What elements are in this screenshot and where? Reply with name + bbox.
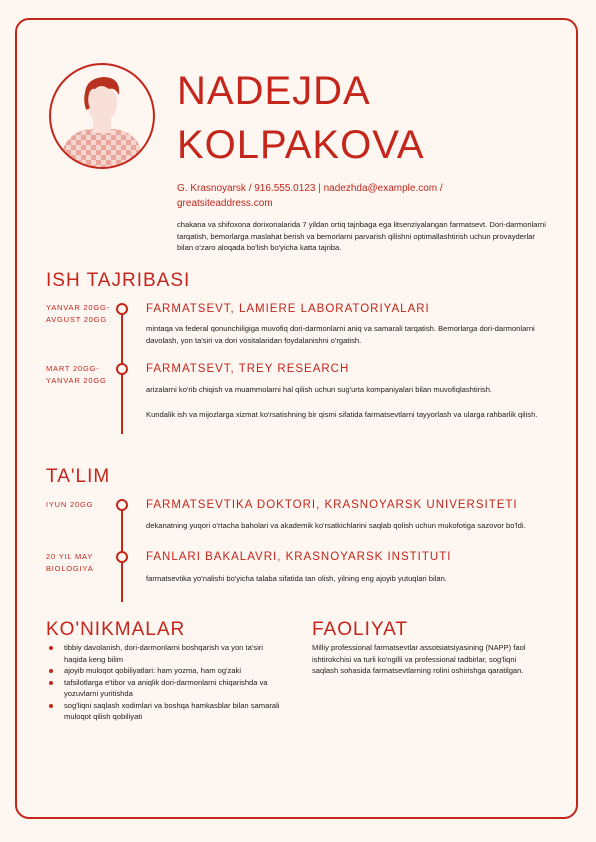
job-description: Kundalik ish va mijozlarga xizmat ko'rsatishning bir qismi sifatida farmatsevtlarni tayyorlash va ularga rahbarlik qilish.	[146, 410, 538, 419]
education-heading: TA'LIM	[46, 466, 111, 487]
education-description: farmatsevtika yo'nalishi bo'yicha talaba sifatida tan olish, yilning eng ajoyib yutuqlari bilan.	[146, 574, 447, 583]
job-date: MART 20GG-YANVAR 20GG	[46, 364, 107, 385]
avatar	[49, 63, 155, 169]
education-description: dekanatning yuqori o'rtacha baholari va akademik ko'rsatkichlarini saqlab qolish uchun mukofotiga sazovor bo'ldi.	[146, 521, 526, 530]
bullet-icon	[49, 646, 53, 650]
job-description: mintaqa va federal qonunchiligiga muvofiq dori-darmonlarni aniq va samarali tarqatish. Bemorlarga dori-darmonlarni davolash, yon ta'siri va dori vositalaridan foydalanishni o'rgatish.	[146, 324, 535, 345]
activity-text: Milliy professional farmatsevtlar assotsiatsiyasining (NAPP) faol ishtirokchisi va turli ko'ngilli va professional tadbirlar, sog'liqni saqlash sohasida farmatsevtlarning rolini oshirishga qaratilgan.	[312, 643, 526, 675]
bullet-icon	[49, 669, 53, 673]
job-title: FARMATSEVT, LAMIERE LABORATORIYALARI	[146, 303, 430, 315]
contact-info	[177, 181, 497, 211]
website-link: greatsiteaddress.com	[177, 198, 273, 209]
skills-heading: KO'NIKMALAR	[46, 619, 186, 640]
education-title: FARMATSEVTIKA DOKTORI, KRASNOYARSK UNIVERSITETI	[146, 499, 518, 511]
education-title: FANLARI BAKALAVRI, KRASNOYARSK INSTITUTI	[146, 551, 452, 563]
list-item: tibbiy davolanish, dori-darmonlarni boshqarish va yon ta'siri haqida keng bilim	[46, 642, 286, 665]
job-description: arizalarni ko'rib chiqish va muammolarni hal qilish uchun sug'urta kompaniyalari bilan muvofiqlashtirish.	[146, 385, 493, 394]
list-item: tafsilotlarga e'tibor va aniqlik dori-darmonlarni chiqarishda va yozuvlarni yuritishda	[46, 677, 286, 700]
job-title: FARMATSEVT, TREY RESEARCH	[146, 363, 350, 375]
profile-summary: chakana va shifoxona dorixonalarida 7 yildan ortiq tajribaga ega litsenziyalangan farmatsevt. Dori-darmonlarni tarqatish, bemorlarga maslahat berish va bemorlarni parvarish qilishni optimallashtirish uchun provayderlar bilan o'zaro aloqada bo'lish bo'yicha katta tajriba.	[177, 220, 546, 252]
activity-heading: FAOLIYAT	[312, 619, 408, 640]
education-date: IYUN 20GG	[46, 500, 94, 509]
last-name: KOLPAKOVA	[177, 123, 425, 167]
candidate-name	[177, 64, 425, 172]
person-icon	[51, 65, 153, 167]
list-item: sog'liqni saqlash xodimlari va boshqa hamkasblar bilan samarali muloqot qilish qobiliyati	[46, 700, 286, 723]
skills-list	[46, 642, 286, 723]
bullet-icon	[49, 704, 53, 708]
education-date: 20 YIL MAY BIOLOGIYA	[46, 552, 94, 573]
bullet-icon	[49, 681, 53, 685]
contact-line: G. Krasnoyarsk / 916.555.0123 | nadezhda@example.com /	[177, 183, 443, 194]
experience-heading: ISH TAJRIBASI	[46, 270, 191, 291]
first-name: NADEJDA	[177, 69, 371, 113]
list-item: ajoyib muloqot qobiliyatlari: ham yozma, ham og'zaki	[46, 665, 286, 677]
job-date: YANVAR 20GG-AVGUST 20GG	[46, 303, 110, 324]
